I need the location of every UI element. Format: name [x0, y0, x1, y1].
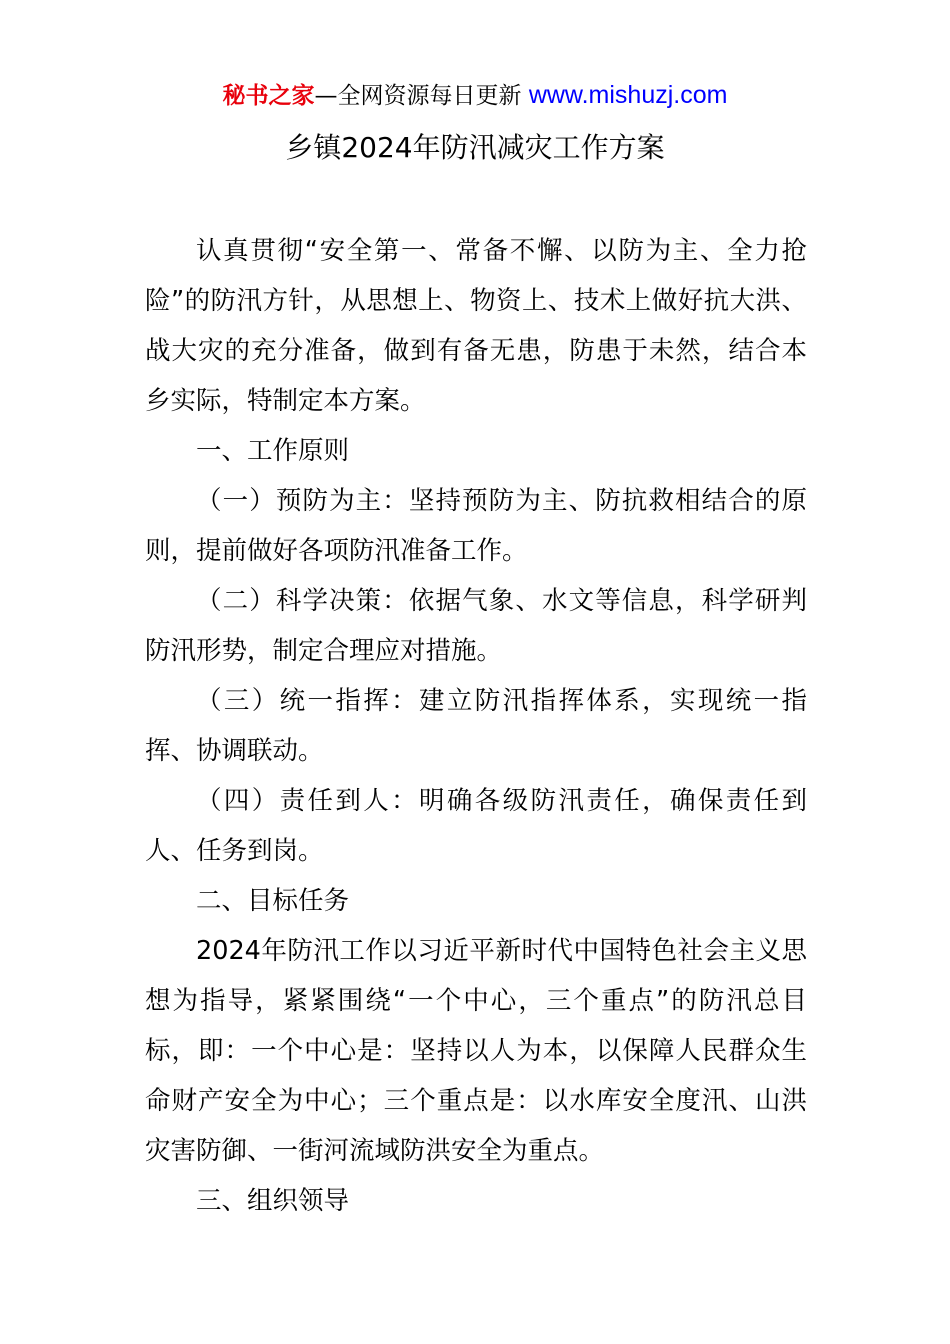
- principle-item: （二）科学决策：依据气象、水文等信息，科学研判防汛形势，制定合理应对措施。: [145, 586, 807, 666]
- intro-paragraph: 认真贯彻“安全第一、常备不懈、以防为主、全力抢险”的防汛方针，从思想上、物资上、技术上做好抗大洪、战大灾的充分准备，做到有备无患，防患于未然，结合本乡实际，特制定本方案。: [145, 236, 807, 416]
- document-body: [145, 226, 807, 1226]
- section-heading-organization: 三、组织领导: [196, 1186, 350, 1216]
- principle-item: （四）责任到人：明确各级防汛责任，确保责任到人、任务到岗。: [145, 786, 807, 866]
- brand-name: 秘书之家: [222, 83, 315, 109]
- principle-item: （一）预防为主：坚持预防为主、防抗救相结合的原则，提前做好各项防汛准备工作。: [145, 486, 807, 566]
- section-heading-goals: 二、目标任务: [196, 886, 350, 916]
- brand-tagline: —全网资源每日更新: [314, 83, 522, 109]
- document-title: 乡镇2024年防汛减灾工作方案: [285, 131, 665, 164]
- principle-item: （三）统一指挥：建立防汛指挥体系，实现统一指挥、协调联动。: [145, 686, 807, 766]
- site-header: [0, 78, 950, 113]
- goals-paragraph: 2024年防汛工作以习近平新时代中国特色社会主义思想为指导，紧紧围绕“一个中心，三个重点”的防汛总目标，即：一个中心是：坚持以人为本，以保障人民群众生命财产安全为中心；三个重点是：以水库安全度汛、山洪灾害防御、一街河流域防洪安全为重点。: [145, 936, 807, 1166]
- section-heading-principles: 一、工作原则: [196, 436, 350, 466]
- site-url-link[interactable]: www.mishuzj.com: [528, 81, 728, 109]
